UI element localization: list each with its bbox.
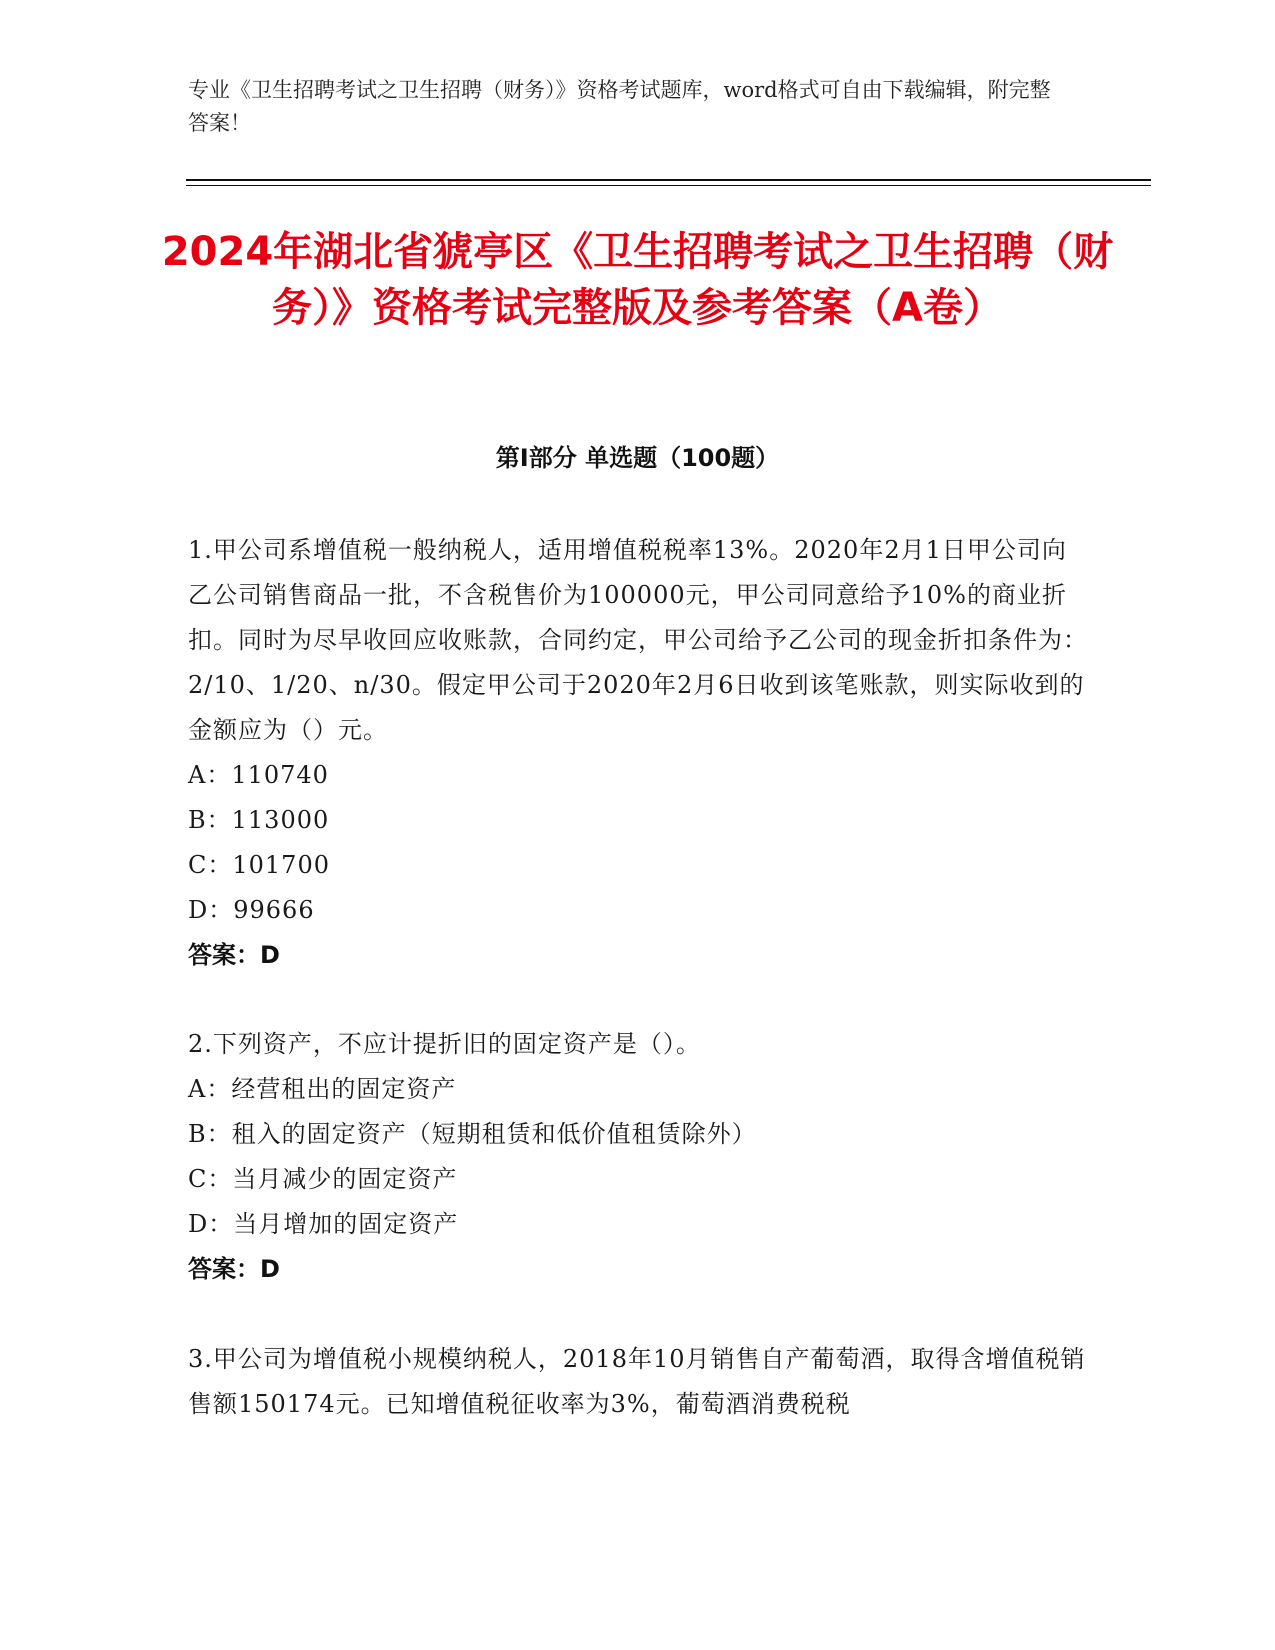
question-2 [188,1022,1088,1292]
header-divider-thick [186,179,1151,181]
question-stem: 2.下列资产，不应计提折旧的固定资产是（）。 [188,1030,701,1058]
option-c: C：当月减少的固定资产 [188,1165,458,1193]
header-note: 专业《卫生招聘考试之卫生招聘（财务）》资格考试题库，word格式可自由下载编辑，附完整答案！ [188,78,1051,135]
option-a: A：经营租出的固定资产 [188,1075,457,1103]
answer-line: 答案：D [188,1255,280,1283]
answer-line: 答案：D [188,941,280,969]
question-1 [188,528,1088,978]
section-heading: 第I部分 单选题（100题） [495,444,780,472]
question-3 [188,1337,1088,1427]
question-stem: 1.甲公司系增值税一般纳税人，适用增值税税率13%。2020年2月1日甲公司向乙公司销售商品一批，不含税售价为100000元，甲公司同意给予10%的商业折扣。同时为尽早收回应收账款，合同约定，甲公司给予乙公司的现金折扣条件为：2/10、1/20、n/30。假定甲公司于2020年2月6日收到该笔账款，则实际收到的金额应为（）元。 [188,536,1088,744]
header-divider-thin [186,185,1151,186]
option-c: C：101700 [188,851,330,879]
document-title: 2024年湖北省猇亭区《卫生招聘考试之卫生招聘（财务）》资格考试完整版及参考答案（A卷） [161,229,1114,331]
option-a: A：110740 [188,761,329,789]
option-b: B：租入的固定资产（短期租赁和低价值租赁除外） [188,1120,757,1148]
option-b: B：113000 [188,806,330,834]
option-d: D：当月增加的固定资产 [188,1210,459,1238]
option-d: D：99666 [188,896,315,924]
question-stem: 3.甲公司为增值税小规模纳税人，2018年10月销售自产葡萄酒，取得含增值税销售额150174元。已知增值税征收率为3%，葡萄酒消费税税 [188,1345,1086,1418]
